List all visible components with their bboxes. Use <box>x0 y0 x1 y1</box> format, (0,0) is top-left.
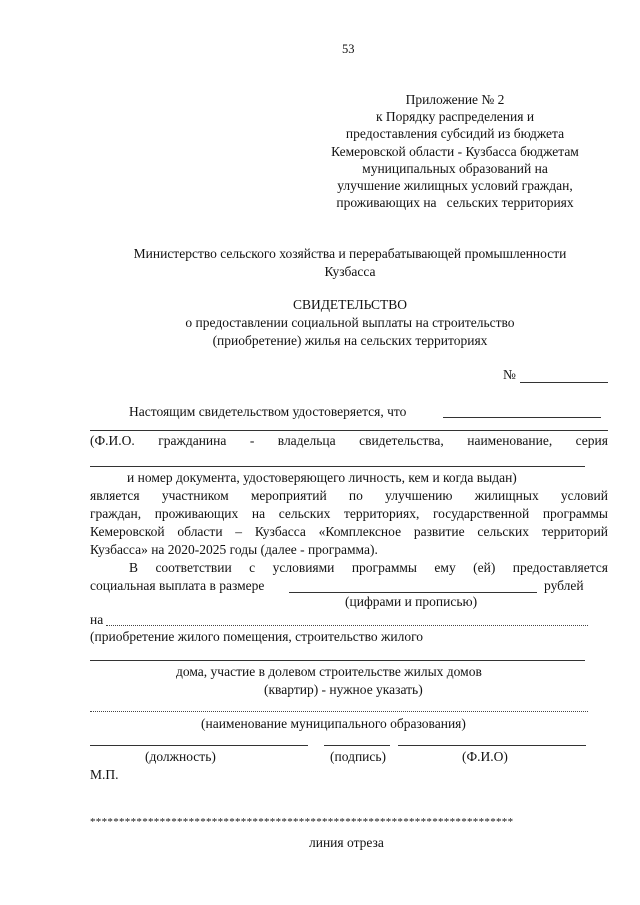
page-number: 53 <box>342 42 355 56</box>
appendix-line: к Порядку распределения и <box>375 109 535 125</box>
cut-line-stars: ************************************************************************* <box>90 816 514 828</box>
accordance-line <box>129 560 608 576</box>
fio-caption-word: свидетельства, <box>359 433 444 448</box>
appendix-line: Приложение № 2 <box>405 92 505 107</box>
municipality-line <box>90 711 588 712</box>
fio-caption-word: серия <box>575 433 608 448</box>
participant-text: Кемеровской области – Кузбасса «Комплексное развитие сельских территорий <box>90 524 608 539</box>
fio-caption-word: - <box>249 433 255 448</box>
ministry-name: Министерство сельского хозяйства и перерабатывающей промышленности <box>133 246 567 261</box>
participant-line <box>90 506 608 522</box>
payment-amount-line <box>289 592 537 593</box>
certificate-title: СВИДЕТЕЛЬСТВО <box>292 297 408 312</box>
payment-label: социальная выплата в размере <box>90 578 265 593</box>
signature-line <box>324 745 390 746</box>
fio-caption-word: гражданина <box>158 433 227 448</box>
certifies-text: Настоящим свидетельством удостоверяется, что <box>129 404 407 419</box>
document-line <box>90 466 585 467</box>
participant-text: граждан, проживающих на сельских территориях, государственной программы <box>90 506 608 521</box>
appendix-line: проживающих на сельских территориях <box>336 195 574 211</box>
participant-line <box>90 488 608 504</box>
number-label: № <box>503 367 516 382</box>
fio-line <box>398 745 586 746</box>
position-line <box>90 745 308 746</box>
purpose-line <box>106 625 588 626</box>
purpose-caption: (приобретение жилого помещения, строительство жилого <box>90 629 424 644</box>
appendix-line: улучшение жилищных условий граждан, <box>337 178 573 194</box>
appendix-block <box>305 91 605 211</box>
seal-label: М.П. <box>90 767 119 782</box>
participant-line <box>90 524 608 540</box>
rubles-label: рублей <box>544 578 584 593</box>
fio-caption-word: (Ф.И.О. <box>90 433 135 448</box>
amount-caption: (цифрами и прописью) <box>345 594 478 609</box>
fio-caption-sign: (Ф.И.О) <box>462 749 508 764</box>
purpose-caption: (квартир) - нужное указать) <box>264 682 423 697</box>
appendix-line: муниципальных образований на <box>362 160 548 176</box>
purpose-caption: дома, участие в долевом строительстве жилых домов <box>176 664 482 679</box>
number-field-line <box>520 382 608 383</box>
appendix-line: Кемеровской области - Кузбасса бюджетам <box>331 143 579 159</box>
participant-line: Кузбасса» на 2020-2025 годы (далее - программа). <box>90 542 378 557</box>
participant-text: является участником мероприятий по улучшению жилищных условий <box>90 488 608 503</box>
ministry-region: Кузбасса <box>324 264 376 279</box>
certificate-subtitle: (приобретение) жилья на сельских территориях <box>212 333 488 348</box>
accordance-text: В соответствии с условиями программы ему (ей) предоставляется <box>129 560 608 575</box>
cut-label: линия отреза <box>309 835 384 850</box>
certificate-subtitle: о предоставлении социальной выплаты на строительство <box>185 315 515 330</box>
fio-caption <box>90 433 608 449</box>
position-caption: (должность) <box>145 749 216 764</box>
signature-caption: (подпись) <box>330 749 387 764</box>
holder-name-line-full <box>90 430 608 431</box>
on-label: на <box>90 612 104 627</box>
fio-caption-word: наименование, <box>467 433 553 448</box>
holder-name-line <box>443 417 601 418</box>
fio-caption-word: владельца <box>277 433 336 448</box>
purpose-line-2 <box>90 660 585 661</box>
municipality-caption: (наименование муниципального образования) <box>201 716 466 731</box>
appendix-line: предоставления субсидий из бюджета <box>345 126 565 142</box>
document-caption: и номер документа, удостоверяющего личность, кем и когда выдан) <box>127 470 517 485</box>
